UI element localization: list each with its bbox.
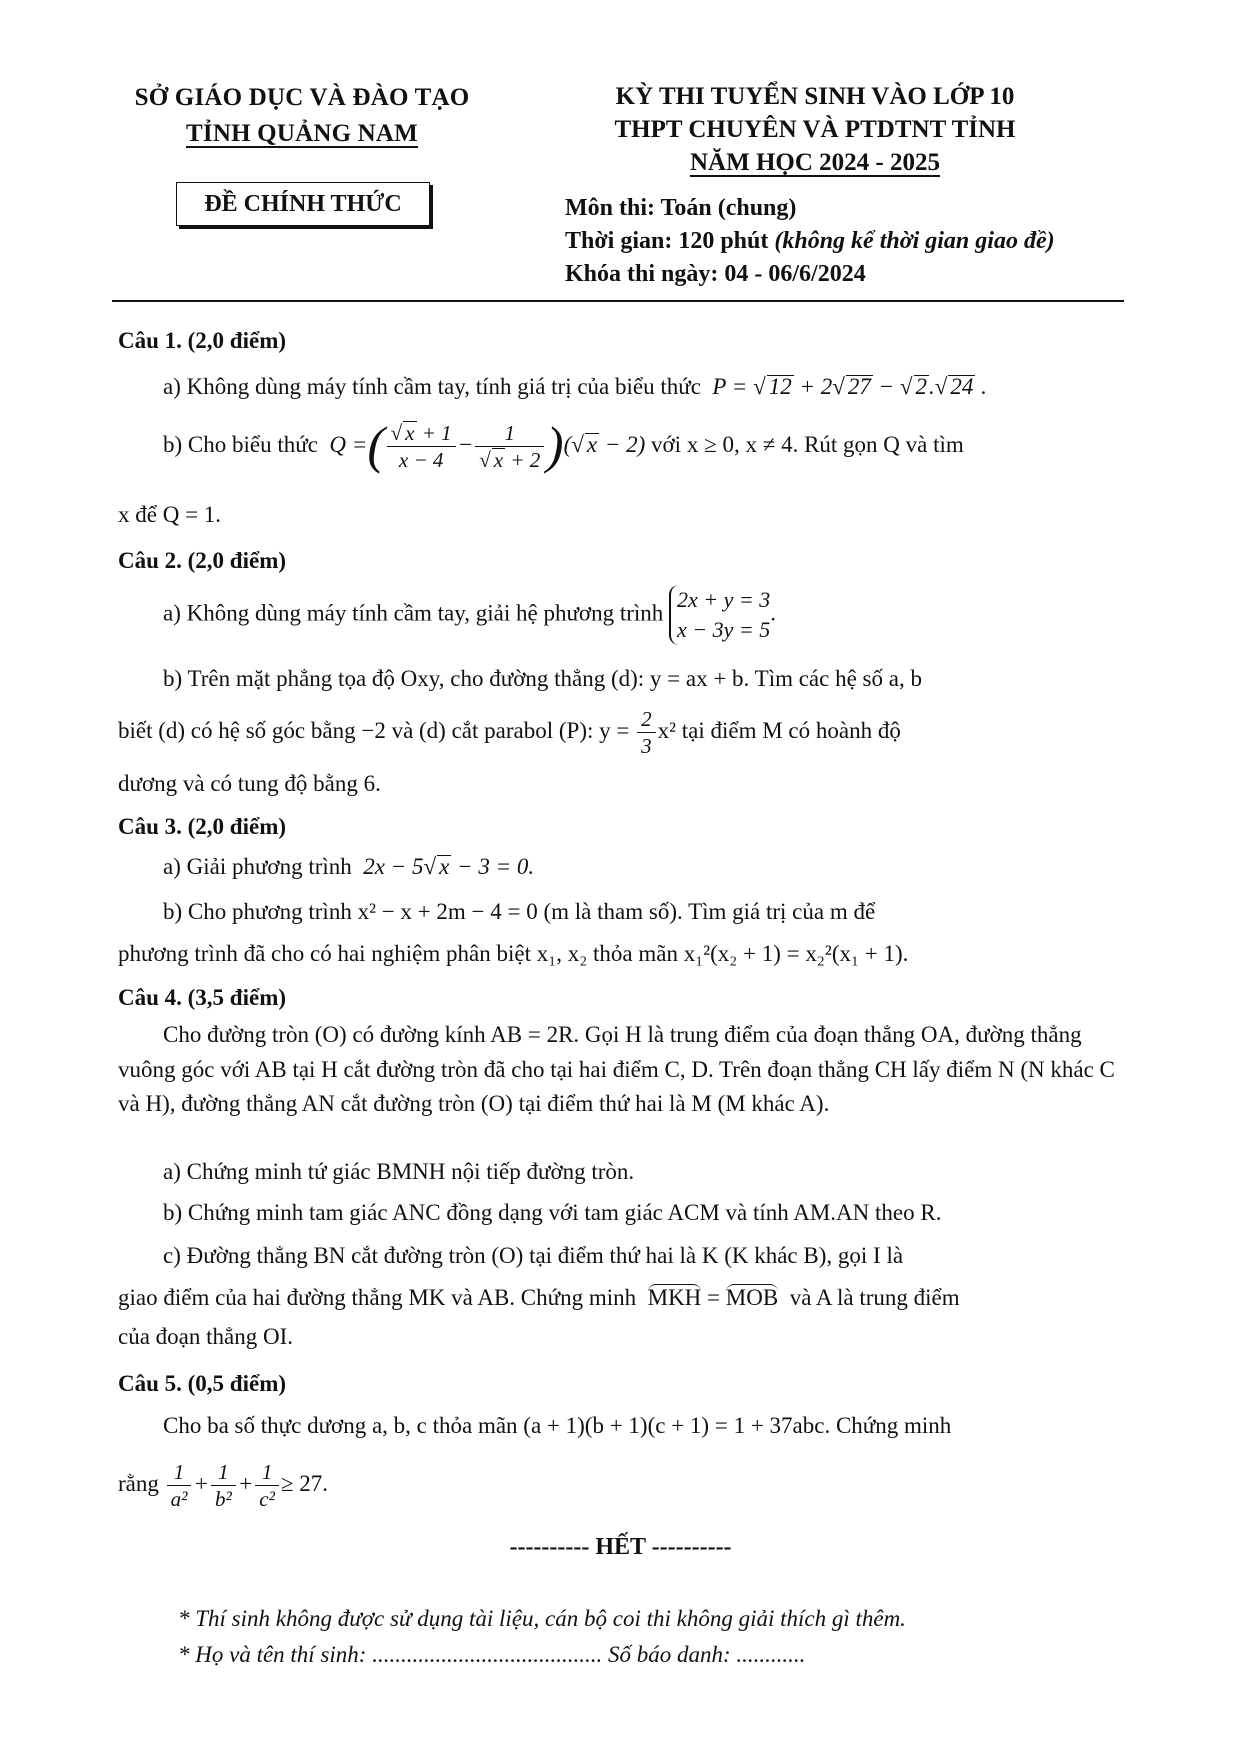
q1-b-expression: Q =( $\frac{√ x + 1}{x - 4}$ − $\frac{1}{√ x + 2}$ )(√ x − 2) bbox=[323, 417, 646, 475]
q3-a: a) Giải phương trình 2x − 5√ x − 3 = 0. bbox=[163, 854, 535, 879]
q2-b-line3: dương và có tung độ bằng 6. bbox=[118, 771, 381, 796]
q1-a-expression: P = √ 12 + 2√ 27 − √ 2.√ 24 . bbox=[706, 374, 987, 399]
q1-b-cont: x để Q = 1. bbox=[118, 502, 222, 527]
q1-title: Câu 1. (2,0 điểm) bbox=[118, 328, 287, 353]
q4-title: Câu 4. (3,5 điểm) bbox=[118, 985, 287, 1010]
equation-system bbox=[669, 585, 770, 645]
angle-equality: MKH = MOB bbox=[647, 1285, 779, 1310]
subject: Môn thi: Toán (chung) bbox=[565, 195, 797, 221]
q3-b-line1: b) Cho phương trình x² − x + 2m − 4 = 0 (m là tham số). Tìm giá trị của m để bbox=[163, 899, 876, 924]
q4-intro: Cho đường tròn (O) có đường kính AB = 2R. Gọi H là trung điểm của đoạn thẳng OA, đường thẳng vuông góc với AB tại H cắt đường tròn đã cho tại hai điểm C, D. Trên đoạn thẳng CH lấy điểm N (N khác C và H), đường thẳng AN cắt đường tròn (O) tại điểm thứ hai là M (M khác A). bbox=[118, 1022, 1115, 1116]
official-exam-badge: ĐỀ CHÍNH THỨC bbox=[176, 182, 430, 226]
time-note: (không kể thời gian giao đề) bbox=[774, 228, 1055, 254]
q3-b-line2: phương trình đã cho có hai nghiệm phân biệt x₁, x₂ thỏa mãn x₁²(x₂ + 1) = x₂²(x₁ + 1). bbox=[118, 941, 909, 966]
province-name: TỈNH QUẢNG NAM bbox=[186, 120, 418, 147]
end-marker: ---------- HẾT ---------- bbox=[509, 1534, 732, 1560]
q2-b-line1: b) Trên mặt phẳng tọa độ Oxy, cho đường thẳng (d): y = ax + b. Tìm các hệ số a, b bbox=[163, 666, 922, 691]
footer-candidate-info: * Họ và tên thí sinh: ........................................ Số báo danh: ............ bbox=[178, 1642, 806, 1667]
exam-info bbox=[565, 192, 1125, 291]
footer-note: * Thí sinh không được sử dụng tài liệu, cán bộ coi thi không giải thích gì thêm. bbox=[178, 1606, 906, 1631]
fraction-2-3: $\frac{2}{3}$ bbox=[637, 706, 656, 759]
header-divider bbox=[112, 300, 1124, 302]
equation-2: x − 3y = 5 bbox=[677, 617, 771, 642]
q4-c-line3: của đoạn thẳng OI. bbox=[118, 1324, 293, 1349]
q4-b: b) Chứng minh tam giác ANC đồng dạng với tam giác ACM và tính AM.AN theo R. bbox=[163, 1200, 942, 1225]
q4-a: a) Chứng minh tứ giác BMNH nội tiếp đường tròn. bbox=[163, 1159, 635, 1184]
q2-a: a) Không dùng máy tính cầm tay, giải hệ phương trình 2x + y = 3 x − 3y = 5 . bbox=[163, 585, 776, 645]
time-line: Thời gian: 120 phút (không kể thời gian giao đề) bbox=[565, 228, 1055, 254]
q3-title: Câu 3. (2,0 điểm) bbox=[118, 814, 287, 839]
q5-title: Câu 5. (0,5 điểm) bbox=[118, 1371, 287, 1396]
q5-line2: rằng $\frac{1}{\text{a²}}$ + $\frac{1}{\text{b²}}$ + $\frac{1}{\text{c²}}$ ≥ 27. bbox=[118, 1460, 329, 1511]
exam-title-line1: KỲ THI TUYỂN SINH VÀO LỚP 10 bbox=[615, 83, 1015, 110]
equation-1: 2x + y = 3 bbox=[677, 587, 771, 612]
exam-title-line2: THPT CHUYÊN VÀ PTDTNT TỈNH bbox=[614, 116, 1016, 143]
q4-c-line1: c) Đường thẳng BN cắt đường tròn (O) tại điểm thứ hai là K (K khác B), gọi I là bbox=[163, 1243, 904, 1268]
exam-year: NĂM HỌC 2024 - 2025 bbox=[690, 149, 940, 176]
q5-line1: Cho ba số thực dương a, b, c thỏa mãn (a + 1)(b + 1)(c + 1) = 1 + 37abc. Chứng minh bbox=[163, 1413, 952, 1438]
exam-title-block bbox=[560, 80, 1070, 179]
q2-title: Câu 2. (2,0 điểm) bbox=[118, 548, 287, 573]
exam-date: Khóa thi ngày: 04 - 06/6/2024 bbox=[565, 261, 866, 287]
department-block bbox=[112, 80, 492, 152]
q4-c-line2: giao điểm của hai đường thẳng MK và AB. Chứng minh MKH = MOB và A là trung điểm bbox=[118, 1285, 960, 1310]
department-name: SỞ GIÁO DỤC VÀ ĐÀO TẠO bbox=[134, 84, 470, 111]
q3-a-equation: 2x − 5√ x − 3 = 0. bbox=[357, 854, 535, 879]
q1-b: b) Cho biểu thức Q =( $\frac{√ x + 1}{x - 4}$ − $\frac{1}{√ x + 2}$ )(√ x − 2) với x ≥ 0, x ≠ 4. Rút gọn Q và tìm bbox=[163, 417, 964, 475]
q1-a: a) Không dùng máy tính cầm tay, tính giá trị của biểu thức P = √ 12 + 2√ 27 − √ 2.√ 24 . bbox=[163, 374, 987, 399]
q5-inequality: $\frac{1}{\text{a²}}$ + $\frac{1}{\text{b²}}$ + $\frac{1}{\text{c²}}$ bbox=[165, 1471, 281, 1496]
q2-b-line2: biết (d) có hệ số góc bằng −2 và (d) cắt parabol (P): y = $\frac{2}{3}$ x² tại điểm M có hoành độ bbox=[118, 707, 901, 758]
